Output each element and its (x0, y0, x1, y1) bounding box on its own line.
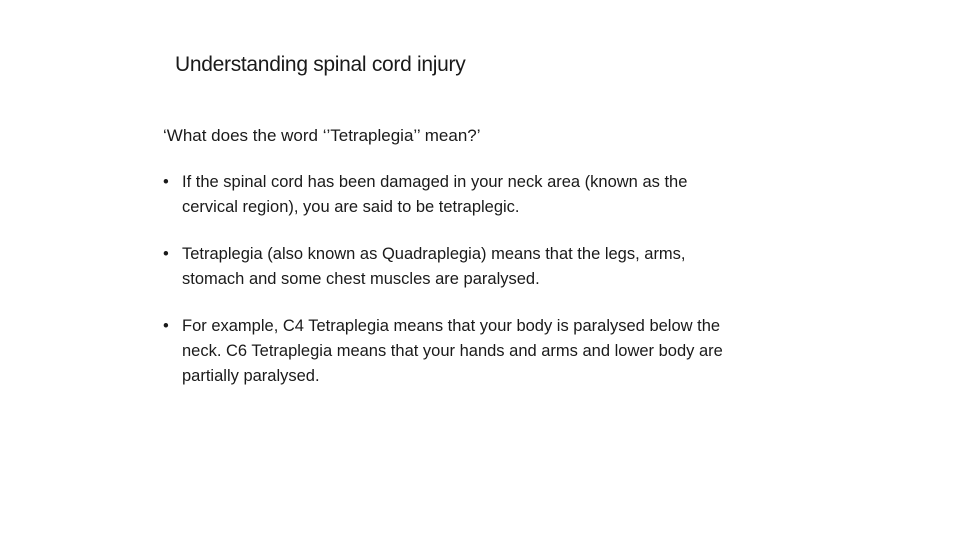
bullet-item-tetraplegia-definition (163, 242, 803, 292)
bullet-line: partially paralysed. (182, 367, 320, 385)
bullet-line: Tetraplegia (also known as Quadraplegia) means that the legs, arms, (182, 245, 686, 263)
bullet-item-example (163, 314, 803, 389)
bullet-line: For example, C4 Tetraplegia means that your body is paralysed below the (182, 317, 721, 335)
bullet-item-spinal-damage (163, 170, 803, 220)
slide-title: Understanding spinal cord injury (175, 53, 466, 76)
bullet-line: stomach and some chest muscles are paralysed. (182, 270, 540, 288)
question-text: ‘What does the word ‘’Tetraplegia’’ mean?’ (163, 126, 481, 145)
bullet-line: neck. C6 Tetraplegia means that your hands and arms and lower body are (182, 342, 723, 360)
bullet-list (163, 170, 803, 411)
bullet-dot-icon: • (163, 245, 169, 263)
bullet-line: cervical region), you are said to be tetraplegic. (182, 198, 520, 216)
bullet-line: If the spinal cord has been damaged in your neck area (known as the (182, 173, 688, 191)
bullet-dot-icon: • (163, 317, 169, 335)
bullet-dot-icon: • (163, 173, 169, 191)
